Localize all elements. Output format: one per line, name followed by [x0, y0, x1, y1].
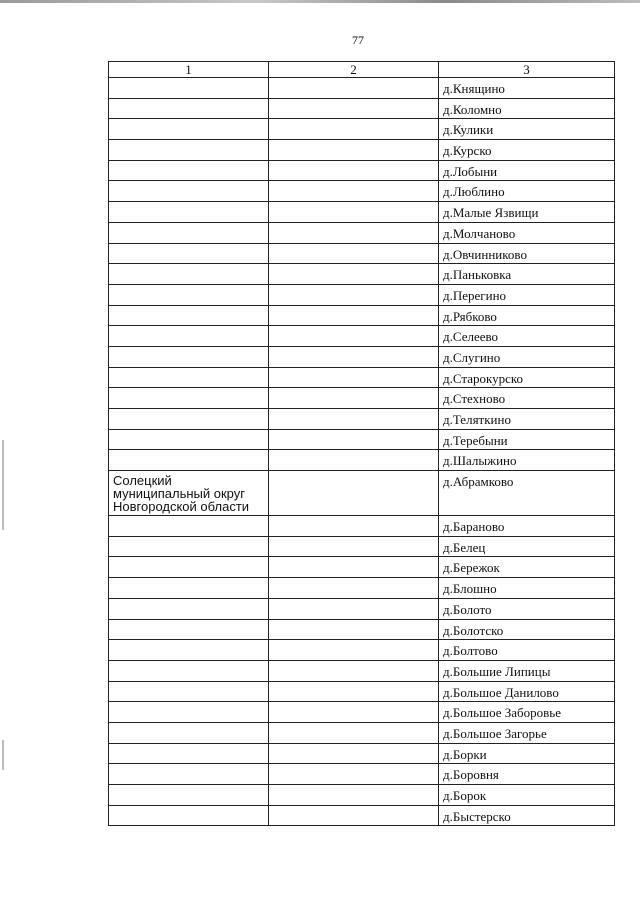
- column-2-cell: [269, 346, 439, 367]
- column-2-cell: [269, 326, 439, 347]
- table-row: [109, 805, 615, 826]
- table-row: [109, 471, 615, 516]
- column-2-cell: [269, 764, 439, 785]
- table-row: [109, 284, 615, 305]
- settlement-name-cell: д.Борки: [439, 743, 615, 764]
- settlement-name-cell: д.Абрамково: [439, 471, 615, 516]
- settlements-table: [108, 61, 615, 826]
- settlement-name-cell: д.Курско: [439, 140, 615, 161]
- table-row: [109, 326, 615, 347]
- settlement-name-cell: д.Болото: [439, 598, 615, 619]
- district-cell: [109, 640, 269, 661]
- table-row: [109, 243, 615, 264]
- settlement-name-cell: д.Слугино: [439, 346, 615, 367]
- table-row: [109, 222, 615, 243]
- table-row: [109, 140, 615, 161]
- column-2-cell: [269, 681, 439, 702]
- table-row: [109, 119, 615, 140]
- district-cell: [109, 284, 269, 305]
- table-row: [109, 98, 615, 119]
- settlement-name-cell: д.Люблино: [439, 181, 615, 202]
- settlement-name-cell: д.Селеево: [439, 326, 615, 347]
- table-row: [109, 202, 615, 223]
- table-row: [109, 516, 615, 537]
- column-2-cell: [269, 743, 439, 764]
- column-2-cell: [269, 702, 439, 723]
- column-2-cell: [269, 305, 439, 326]
- district-cell: [109, 785, 269, 806]
- column-2-cell: [269, 471, 439, 516]
- settlement-name-cell: д.Боровня: [439, 764, 615, 785]
- settlement-name-cell: д.Болтово: [439, 640, 615, 661]
- district-cell: [109, 557, 269, 578]
- district-cell: [109, 181, 269, 202]
- settlement-name-cell: д.Теребыни: [439, 429, 615, 450]
- column-2-cell: [269, 264, 439, 285]
- settlement-name-cell: д.Малые Язвищи: [439, 202, 615, 223]
- settlement-name-cell: д.Молчаново: [439, 222, 615, 243]
- settlement-name-cell: д.Борок: [439, 785, 615, 806]
- scan-edge-top: [0, 0, 640, 3]
- district-cell: [109, 681, 269, 702]
- district-cell: [109, 660, 269, 681]
- settlement-name-cell: д.Большие Липицы: [439, 660, 615, 681]
- district-cell: [109, 516, 269, 537]
- column-2-cell: [269, 660, 439, 681]
- scan-edge-mark: [2, 440, 4, 530]
- column-2-cell: [269, 429, 439, 450]
- settlement-name-cell: д.Стехново: [439, 388, 615, 409]
- column-2-cell: [269, 98, 439, 119]
- settlement-name-cell: д.Большое Заборовье: [439, 702, 615, 723]
- district-cell: [109, 160, 269, 181]
- column-2-cell: [269, 640, 439, 661]
- district-cell: [109, 367, 269, 388]
- settlement-name-cell: д.Коломно: [439, 98, 615, 119]
- district-cell: [109, 598, 269, 619]
- table-row: [109, 450, 615, 471]
- settlement-name-cell: д.Рябково: [439, 305, 615, 326]
- settlement-name-cell: д.Теляткино: [439, 409, 615, 430]
- district-cell: [109, 98, 269, 119]
- district-cell: [109, 743, 269, 764]
- table-row: [109, 640, 615, 661]
- column-2-cell: [269, 536, 439, 557]
- column-2-cell: [269, 578, 439, 599]
- settlement-name-cell: д.Быстерско: [439, 805, 615, 826]
- table-row: [109, 702, 615, 723]
- settlement-name-cell: д.Перегино: [439, 284, 615, 305]
- column-2-cell: [269, 516, 439, 537]
- scan-edge-mark: [2, 740, 4, 770]
- column-2-cell: [269, 284, 439, 305]
- table-row: [109, 429, 615, 450]
- settlement-name-cell: д.Бережок: [439, 557, 615, 578]
- column-2-cell: [269, 450, 439, 471]
- table-row: [109, 722, 615, 743]
- district-cell: [109, 78, 269, 99]
- column-2-cell: [269, 409, 439, 430]
- column-2-cell: [269, 222, 439, 243]
- table-row: [109, 557, 615, 578]
- district-cell: [109, 264, 269, 285]
- district-cell: [109, 388, 269, 409]
- settlement-name-cell: д.Белец: [439, 536, 615, 557]
- table-row: [109, 681, 615, 702]
- district-cell: [109, 346, 269, 367]
- district-cell: [109, 764, 269, 785]
- column-2-cell: [269, 367, 439, 388]
- district-cell: [109, 450, 269, 471]
- table-row: [109, 660, 615, 681]
- settlement-name-cell: д.Бараново: [439, 516, 615, 537]
- column-2-cell: [269, 181, 439, 202]
- column-2-cell: [269, 619, 439, 640]
- column-header-1: 1: [109, 62, 269, 78]
- settlement-name-cell: д.Большое Загорье: [439, 722, 615, 743]
- district-cell: [109, 722, 269, 743]
- column-2-cell: [269, 388, 439, 409]
- district-cell: [109, 140, 269, 161]
- table-row: [109, 578, 615, 599]
- column-2-cell: [269, 598, 439, 619]
- table-row: [109, 598, 615, 619]
- settlement-name-cell: д.Кулики: [439, 119, 615, 140]
- district-name-cell: Солецкий муниципальный округ Новгородской области: [109, 471, 269, 516]
- settlement-name-cell: д.Большое Данилово: [439, 681, 615, 702]
- table-row: [109, 367, 615, 388]
- table-row: [109, 409, 615, 430]
- district-cell: [109, 202, 269, 223]
- table-body: [109, 78, 615, 826]
- settlement-name-cell: д.Лобыни: [439, 160, 615, 181]
- district-cell: [109, 536, 269, 557]
- district-cell: [109, 222, 269, 243]
- table-row: [109, 785, 615, 806]
- district-cell: [109, 409, 269, 430]
- settlement-name-cell: д.Старокурско: [439, 367, 615, 388]
- settlement-name-cell: д.Княщино: [439, 78, 615, 99]
- settlement-name-cell: д.Блошно: [439, 578, 615, 599]
- district-cell: [109, 702, 269, 723]
- settlement-name-cell: д.Овчинниково: [439, 243, 615, 264]
- table-row: [109, 764, 615, 785]
- table-row: [109, 388, 615, 409]
- column-header-2: 2: [269, 62, 439, 78]
- district-cell: [109, 119, 269, 140]
- column-2-cell: [269, 557, 439, 578]
- column-2-cell: [269, 785, 439, 806]
- district-cell: [109, 805, 269, 826]
- table-row: [109, 346, 615, 367]
- district-cell: [109, 305, 269, 326]
- settlement-name-cell: д.Паньковка: [439, 264, 615, 285]
- column-2-cell: [269, 160, 439, 181]
- district-cell: [109, 578, 269, 599]
- district-cell: [109, 429, 269, 450]
- district-cell: [109, 619, 269, 640]
- table-row: [109, 743, 615, 764]
- settlement-name-cell: д.Шалыжино: [439, 450, 615, 471]
- table-row: [109, 78, 615, 99]
- column-2-cell: [269, 243, 439, 264]
- table-row: [109, 264, 615, 285]
- table-row: [109, 160, 615, 181]
- column-2-cell: [269, 78, 439, 99]
- column-2-cell: [269, 202, 439, 223]
- district-cell: [109, 243, 269, 264]
- column-2-cell: [269, 140, 439, 161]
- table-header-row: [109, 62, 615, 78]
- table-row: [109, 305, 615, 326]
- district-cell: [109, 326, 269, 347]
- table-row: [109, 181, 615, 202]
- column-2-cell: [269, 805, 439, 826]
- column-2-cell: [269, 119, 439, 140]
- page-number: 77: [352, 33, 364, 47]
- table-row: [109, 619, 615, 640]
- settlement-name-cell: д.Болотско: [439, 619, 615, 640]
- column-2-cell: [269, 722, 439, 743]
- column-header-3: 3: [439, 62, 615, 78]
- table-row: [109, 536, 615, 557]
